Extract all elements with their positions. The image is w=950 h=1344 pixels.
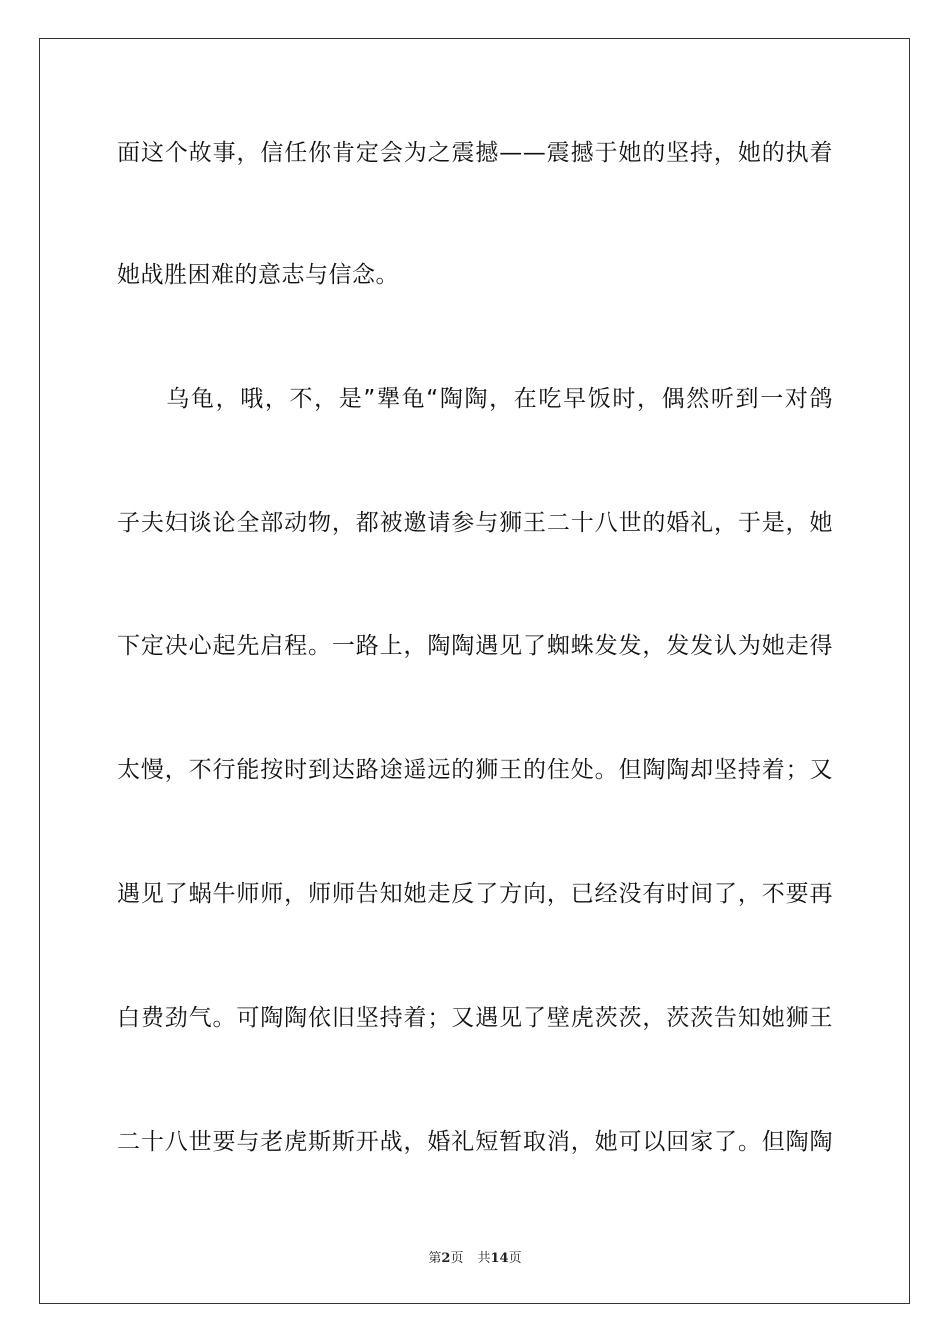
text-line-6: 太慢，不行能按时到达路途遥远的狮王的住处。但陶陶却坚持着；又 (117, 757, 833, 783)
page-total: 14 (490, 1251, 509, 1266)
text-line-2: 她战胜困难的意志与信念。 (117, 262, 399, 288)
page-prefix: 第 (428, 1251, 442, 1266)
page-current: 2 (441, 1251, 451, 1266)
text-line-9: 二十八世要与老虎斯斯开战，婚礼短暂取消，她可以回家了。但陶陶 (117, 1129, 833, 1155)
page-border (39, 38, 910, 1304)
text-line-4: 子夫妇谈论全部动物，都被邀请参与狮王二十八世的婚礼，于是，她 (117, 510, 833, 536)
page-suffix: 页 (450, 1251, 464, 1266)
page-footer (0, 1247, 950, 1266)
text-line-7: 遇见了蜗牛师师，师师告知她走反了方向，已经没有时间了，不要再 (117, 881, 833, 907)
text-line-1: 面这个故事，信任你肯定会为之震撼——震撼于她的坚持，她的执着 (117, 140, 833, 166)
total-suffix: 页 (508, 1251, 522, 1266)
text-line-8: 白费劲气。可陶陶依旧坚持着；又遇见了壁虎茨茨，茨茨告知她狮王 (117, 1005, 833, 1031)
text-line-5: 下定决心起先启程。一路上，陶陶遇见了蜘蛛发发，发发认为她走得 (117, 633, 833, 659)
total-prefix: 共 (477, 1251, 491, 1266)
text-line-3: 乌龟，哦，不，是”犟龟“陶陶，在吃早饭时，偶然听到一对鸽 (117, 386, 833, 412)
